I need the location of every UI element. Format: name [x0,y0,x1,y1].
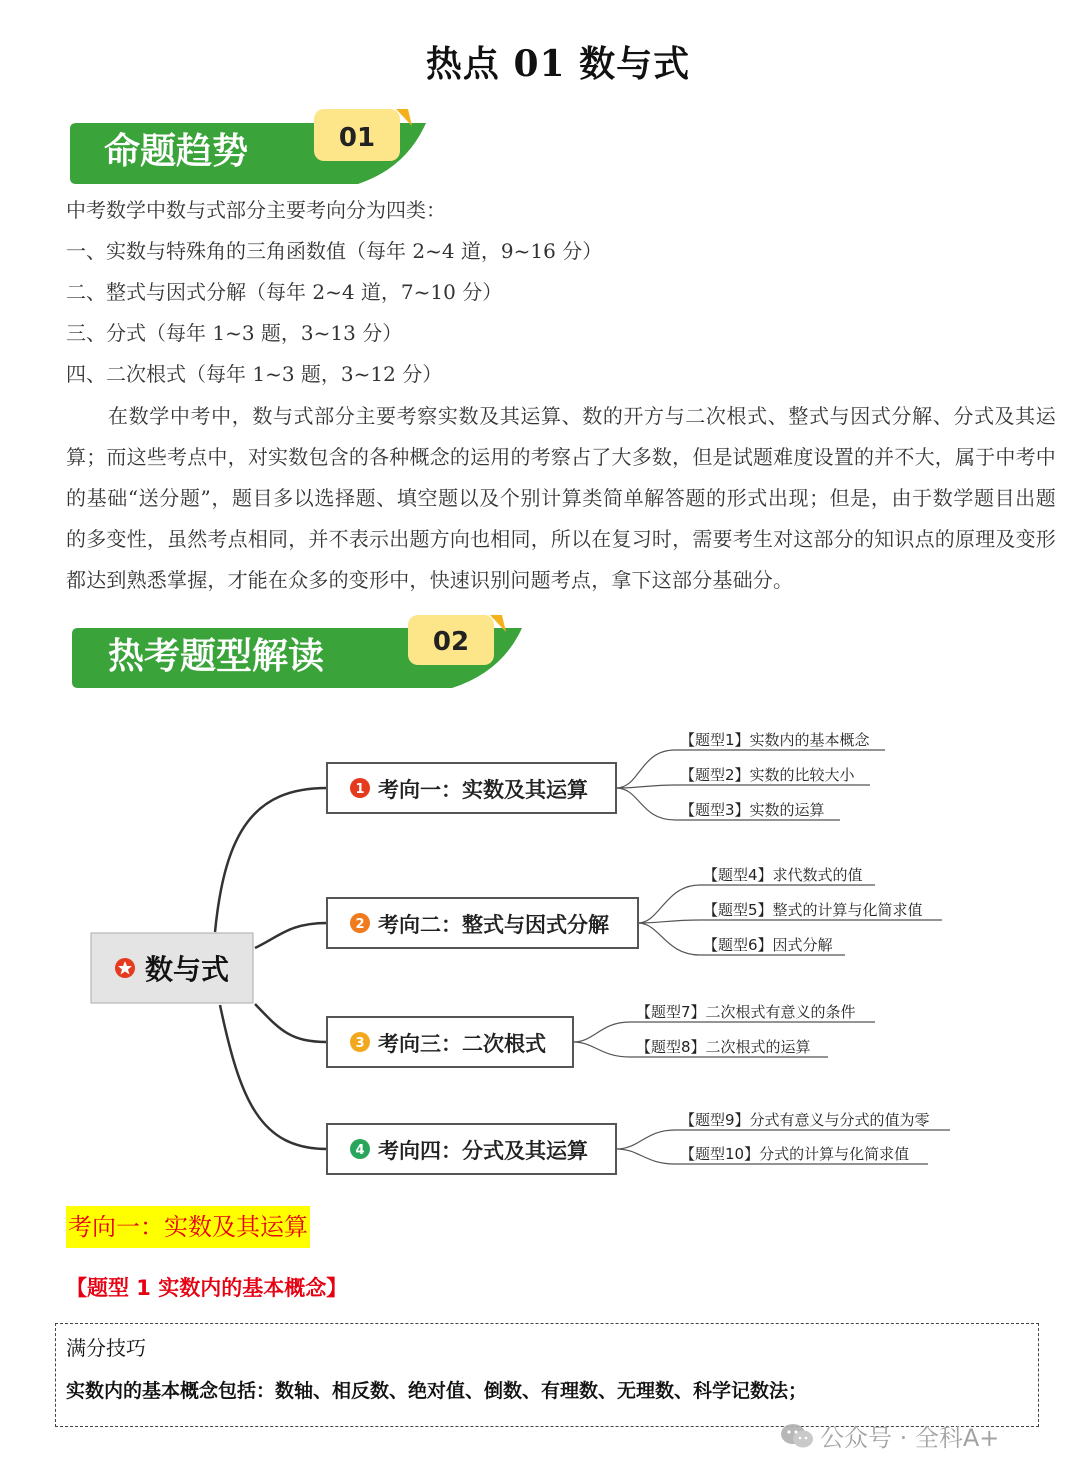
mind-map-branch-2 [327,866,942,955]
branch-label: 考向三：二次根式 [378,1032,546,1056]
mind-map [0,700,1080,1190]
tip-body: 实数内的基本概念包括：数轴、相反数、绝对值、倒数、有理数、无理数、科学记数法； [66,1380,808,1402]
mind-map-branch-3 [327,1003,875,1067]
section-banner-trend [70,106,430,188]
mind-map-branch-1 [327,731,885,820]
branch-label: 考向一：实数及其运算 [378,778,588,802]
section-label: 命题趋势 [104,130,249,172]
mind-map-root [91,933,253,1003]
leaf-item: 【题型2】实数的比较大小 [680,766,855,784]
mind-map-branch-4 [327,1111,950,1174]
watermark-text: 公众号 · 全科A+ [820,1424,1000,1452]
section-label: 热考题型解读 [108,635,325,677]
trend-item-2: 二、整式与因式分解（每年 2~4 道，7~10 分） [66,280,503,304]
trend-paragraph: 在数学中考中，数与式部分主要考察实数及其运算、数的开方与二次根式、整式与因式分解、分式及其运算；而这些考点中，对实数包含的各种概念的运用的考察占了大多数，但是试题难度设置的并不大，属于中考中的基础“送分题”，题目多以选择题、填空题以及个别计算类简单解答题的形式出现；但是，由于数学题目出题的多变性，虽然考点相同，并不表示出题方向也相同，所以在复习时，需要考生对这部分的知识点的原理及变形都达到熟悉掌握，才能在众多的变形中，快速识别问题考点，拿下这部分基础分。 [66,404,1056,592]
leaf-item: 【题型9】分式有意义与分式的值为零 [680,1111,930,1129]
section-number: 01 [338,123,376,153]
leaf-item: 【题型8】二次根式的运算 [636,1038,811,1056]
trend-item-4: 四、二次根式（每年 1~3 题，3~12 分） [66,362,443,386]
highlight-heading: 考向一：实数及其运算 [66,1206,310,1248]
root-label: 数与式 [145,953,230,986]
svg-text:4: 4 [355,1143,365,1158]
tip-box [55,1323,1039,1427]
question-type-heading: 【题型 1 实数内的基本概念】 [66,1276,348,1300]
svg-text:3: 3 [355,1036,365,1051]
leaf-item: 【题型1】实数内的基本概念 [680,731,870,749]
section-banner-hot-topics [72,612,527,692]
leaf-item: 【题型6】因式分解 [703,936,833,954]
svg-text:2: 2 [355,917,365,932]
branch-label: 考向四：分式及其运算 [378,1139,588,1163]
wechat-icon [780,1422,814,1456]
section-number: 02 [432,627,470,657]
leaf-item: 【题型4】求代数式的值 [703,866,863,884]
trend-item-1: 一、实数与特殊角的三角函数值（每年 2~4 道，9~16 分） [66,239,603,263]
leaf-item: 【题型3】实数的运算 [680,801,825,819]
trend-intro: 中考数学中数与式部分主要考向分为四类： [66,198,446,222]
leaf-item: 【题型7】二次根式有意义的条件 [636,1003,856,1021]
leaf-item: 【题型5】整式的计算与化简求值 [703,901,923,919]
trend-item-3: 三、分式（每年 1~3 题，3~13 分） [66,321,403,345]
tip-title: 满分技巧 [66,1336,146,1360]
svg-text:1: 1 [355,782,365,797]
leaf-item: 【题型10】分式的计算与化简求值 [680,1145,910,1163]
page-title: 热点 01 数与式 [425,43,691,85]
watermark [780,1418,999,1456]
branch-label: 考向二：整式与因式分解 [378,913,609,937]
